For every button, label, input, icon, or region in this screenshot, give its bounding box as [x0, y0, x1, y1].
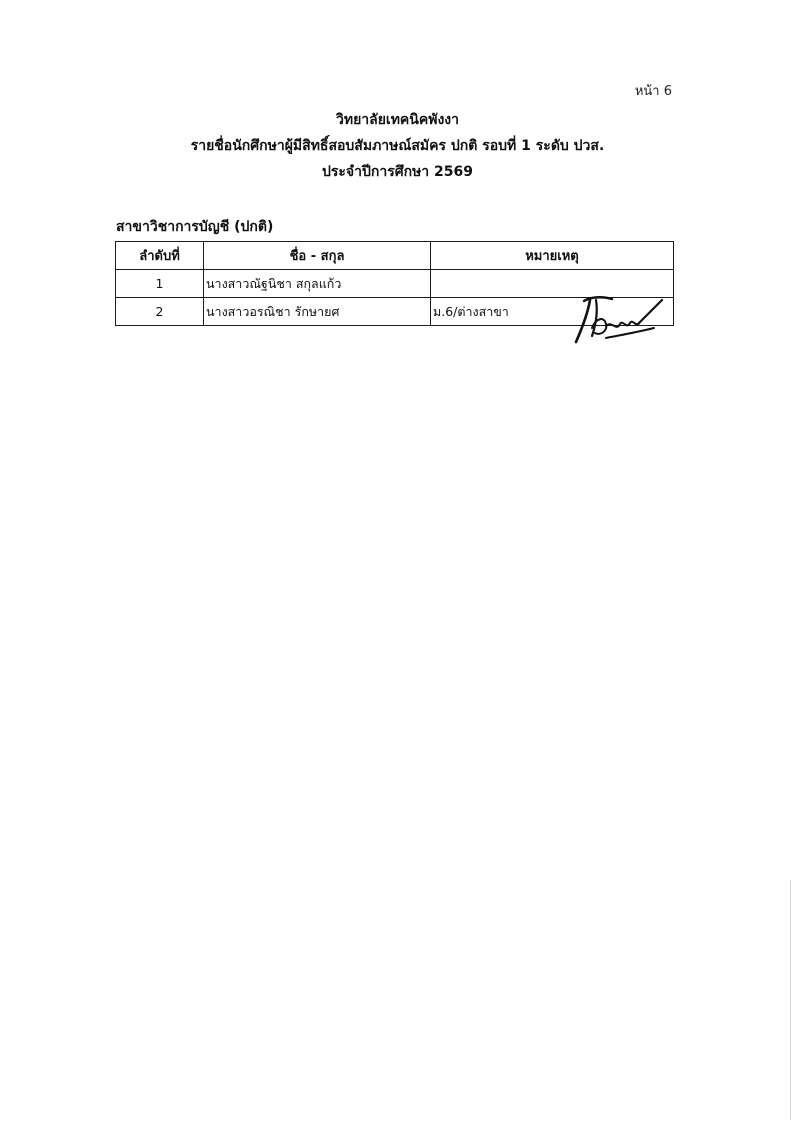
document-title: รายชื่อนักศึกษาผู้มีสิทธิ์สอบสัมภาษณ์สมัคร ปกติ รอบที่ 1 ระดับ ปวส. — [190, 138, 605, 154]
column-header-name: ชื่อ - สกุล — [204, 242, 431, 270]
row-number: 1 — [116, 270, 204, 298]
column-header-number: ลำดับที่ — [116, 242, 204, 270]
scan-edge-line — [790, 880, 791, 1120]
document-header — [0, 107, 795, 185]
signature-image — [566, 294, 666, 350]
table-header-row — [116, 242, 674, 270]
institution-name: วิทยาลัยเทคนิคพังงา — [335, 112, 459, 128]
section-title: สาขาวิชาการบัญชี (ปกติ) — [116, 219, 274, 235]
page-number: หน้า 6 — [634, 84, 672, 99]
column-header-remark: หมายเหตุ — [431, 242, 674, 270]
row-number: 2 — [116, 298, 204, 326]
academic-year: ประจำปีการศึกษา 2569 — [321, 164, 474, 180]
student-name: นางสาวอรณิชา รักษายศ — [204, 298, 431, 326]
student-name: นางสาวณัฐนิชา สกุลแก้ว — [204, 270, 431, 298]
remark: ม.6/ต่างสาขา — [431, 298, 674, 326]
